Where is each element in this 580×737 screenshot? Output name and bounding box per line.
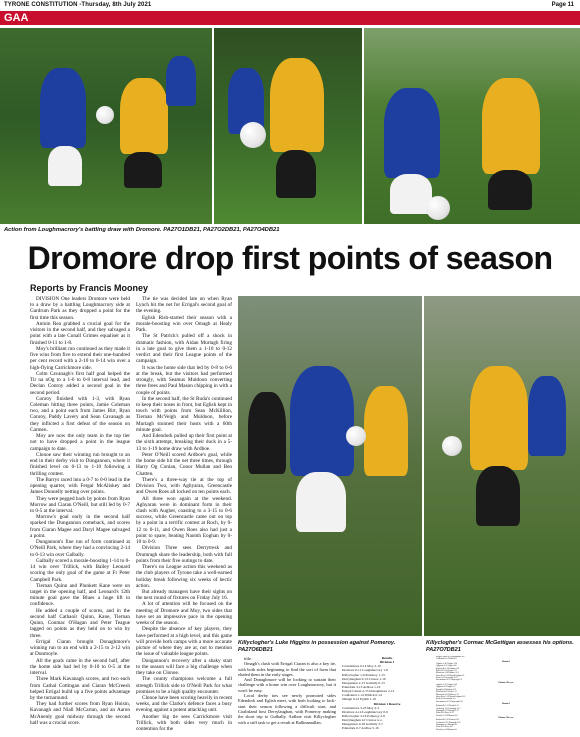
article-paragraph: Peter O'Neill scored Ardboe's goal, while the home side hit the net three times, through Harry Og Conlan, Conor Mullan and Ben Chatten. [136,451,232,477]
masthead: TYRONE CONSTITUTION -Thursday, 8th July 2021 [4,2,152,8]
player-figure [270,58,324,152]
result-line: Rock 0-11 Greencastle 0-12 [436,677,458,680]
result-line: Aghaloo 1-16 Clogher 2-10 [436,663,458,666]
result-line: Aghaloo 2-12 Clogher 0-10 [436,684,458,687]
result-line: Brackaville 1-11 Beragh 2-15 [436,705,459,708]
result-line: Brough 0-14 Strabane 0-9 [436,688,456,691]
result-line: Drumquin 3-11 Brocagh 3-15 [436,709,459,712]
ball-icon [442,436,462,456]
headline: Dromore drop first points of season [27,240,553,276]
result-line: Moortown 0-11 Kildress 1-12 [436,693,459,696]
player-figure [48,146,82,186]
article-paragraph: Clonoe have been scoring heavily in recent weeks, and the Clarke's defence faces a busy evening against a potent attacking unit. [136,695,232,714]
article-paragraph: In the second half, the St Ruda's continued to keep their noses in front, but Eglish kept in touch with points from Sean McKillion, Tiernan McVeigh and Muldoon, before Murtagh stunned their hosts with a 60th minute goal. [136,395,232,433]
result-line: Coalisland 1-14 Trillick 0-14 [342,693,382,698]
article-paragraph: Eglish Rish-started their season with a morale-boosting win over Omagh at Healy Park. [136,314,232,334]
result-line: Eskra 6-20 Urney 0-6 [436,726,453,729]
match-photo-1 [0,28,212,224]
article-paragraph: All the goals came in the second half, after the home side had led by 0-10 to 0-5 at the interval. [30,657,130,677]
player-figure [166,56,196,106]
result-line: Killyclogher 3-16 Pomeroy 2-9 [342,713,385,718]
article-paragraph: Errigal Ciaran brought Donaghmore's winning run to an end with a 2-15 to 2-12 win at Dunmoyle. [30,638,130,658]
article-paragraph: Clonoe saw their winning run brought to an end in their derby visit to Dungannon, where it finished level on 0-13 to 1-10 following a thrilling contest. [30,451,130,477]
result-line: Killeeshil 4-19 Gortin 1-11 [436,691,457,694]
result-line: Stewartstown 0-12 Tattyreagh 1-9 [436,679,462,682]
result-line: Gleneffy 3-15 Killyman 0-8 [436,714,458,717]
section-label: GAA [4,12,29,24]
photo-caption-right: Killyclogher's Cormac McGettigan assesses his options. PA27O7DB21 [426,640,574,653]
result-line: Carrickmore 3-23 Moy 2-3 [342,705,379,710]
page-number: Page 11 [551,2,574,8]
player-figure [248,392,286,474]
top-photo-caption: Action from Loughmacrory's battling draw with Dromore. PA27O1DB21, PA27O2DB21, PA27O4DB21 [4,227,280,233]
article-paragraph: Dungannon's recovery after a shaky start to the season will face a big challenge when they take on Clonoe. [136,657,232,677]
result-line: Rock d-f Greencastle w-o [436,698,456,701]
article-paragraph: DIVISION One leaders Dromore were held to a draw by a battling Loughmacrory side at Gardrum Park as they dropped a point for the first time this season. [30,296,130,321]
player-figure [476,466,520,526]
article-column-2 [136,296,232,732]
byline: Reports by Francis Mooney [30,283,149,293]
result-line: Dungannon 0-18 Galbally 3-7 [342,722,383,727]
match-photo-3 [364,28,580,224]
division-heading: Division 1 [379,660,395,665]
player-figure [290,366,354,476]
result-line: Killeeshil 1-14 Gortin 2-13 [436,670,457,673]
article-paragraph: The tie was decided late on when Ryan Lynch hit the net for Errigal's second goal of the evening. [136,296,232,315]
player-figure [384,88,440,178]
article-paragraph: Moy are now the only team in the top tier not to have dropped a point in the league campaign to date. [30,433,130,452]
player-figure [124,152,162,188]
article-paragraph: And Edendork pulled up their first point at the sixth attempt, breaking their duck in a 5-13 to 1-19 home draw with Ardboe. [136,433,232,452]
result-line: Coolstown 0-12 Drumragh 0-11 [436,721,461,724]
result-line: Derrylaughan d-f Clonoe w-o [342,718,383,723]
article-column-1 [30,296,130,726]
result-line: Edendork 0-7 Ardboe 5-16 [342,726,379,731]
division-heading: Division 2 Reserve [498,681,514,684]
division-heading: Division 3 [501,702,511,705]
article-paragraph: Dungannon's fine run of form continued at O'Neill Park, where they had a convincing 2-14 to 0-13 win over Galbally. [30,539,130,558]
result-line: Aghyaran 3-15 Augher 0-6 [436,665,457,668]
article-paragraph: The Barrys raced into a 0-7 to 0-0 lead in the opening quarter, with Fergal McAliskey and James Donnelly netting over points. [30,476,130,496]
result-line: Gleneffy w-o Killyman d-f [436,728,457,731]
division-heading: Division 1 Reserve [373,701,401,706]
results-heading: Results [381,656,393,660]
photo-caption-left: Killyclogher's Luke Higgins in possession against Pomeroy. PA27O6DB21 [238,640,396,653]
article-paragraph: They were pegged back by points from Ryan Morrow and Ciaran O'Neill, but still led by 0-7 to 0-5 at the interval. [30,495,130,514]
results-column-2 [436,656,576,731]
article-paragraph: Another big tie sees Carrickmore visit Trillick, with both sides very much in contention for the [136,713,232,733]
article-column-3 [238,656,336,725]
result-line: Owen Roes 0-10 Naomh Eoghan 0-9 [436,674,465,677]
player-figure [276,150,316,198]
article-paragraph: Moy's brilliant run continued as they made it five wins from five to extend their one-hundred per cent record with a 2-10 to 0-14 win over a high-flying Carrickmore side. [30,345,130,371]
article-paragraph: Division Three sees Derrytresk and Drumragh share the leadership, both with full points from their five outings to date. [136,545,232,564]
player-figure [120,78,168,154]
article-paragraph: But already managers have their sights on the next round of fixtures on Friday July 16. [136,589,232,602]
ball-icon [346,426,366,446]
player-figure [296,472,346,532]
article-paragraph: Three Mark Kavanagh scores, and two each from Cathal Cottingan and Ciaran McCreesh helped Errigal build up a five points advantage by the turnaround. [30,676,130,701]
article-paragraph: There's a three-way tie at the top of Division Two, with Aghyaran, Greencastle and Owen Roes all locked on ten points each. [136,476,232,496]
article-paragraph: All three won again at the weekend. Aghyaran were in dominant form in their clash with Augher, coasting to a 3-15 to 0-6 success, while Greencastle came out on top by a point in a terrific contest at Roch, by 0-12 to 0-11, and Owen Roes also had just a point to spare, beating Naomh Eoghan by 0-10 to 0-9. [136,495,232,546]
article-paragraph: Antoin Rea grabbed a crucial goal for the visitors in the second half, and they salvaged a point with a late Conall Grimes equaliser as it finished 0-11 to 1-8. [30,320,130,346]
article-paragraph: It was the home side that led by 0-8 to 0-6 at the break, but the visitors had performed strongly, with Seamus Muldoon converting three frees and Paul Mason chipping in with a couple of points. [136,364,232,396]
player-figure [482,78,540,174]
article-paragraph: He added a couple of scores, and in the second half Cathaoir Quinn, Kane, Tiernan Quinn, Conmac O'Hagan and Peter Teague tagged on points as they held on to win by three. [30,607,130,639]
result-line: Dromore 4-14 Loughmacrory 0-9 [342,709,388,714]
article-paragraph: Omagh's clash with Errigal Ciaran is also a key tie, with both sides beginning to find the sort of form that eluded them in the early stages. [238,661,336,677]
result-line: Omagh 0-12 Eglish 1-10 [342,697,376,702]
division-heading: Division 3 Reserve [498,716,514,719]
result-line: Owen Roes 1-10 Naomh Eoghan 6-10 [436,695,466,698]
result-line: Castlederg 1-11 Drumragh 1-13 [436,707,461,710]
article-paragraph: Despite the absence of key players, they have performed at a high level, and this game will provide both camps with a more accurate picture of where they are at, not to mention the issue of valuable league points. [136,626,232,658]
article-paragraph: Local derby ties see newly promoted sides Edendork and Eglish meet, with both looking to kick-start their season following a difficult start, and Coalisland host Derrylaughan, with Pomeroy making the short trip to Gulbally. Ardboe visit Killyclogher with a stiff task to get a result at Ballinamallan. [238,693,336,725]
result-line: Carrickmore 0-14 Moy 2-10 [342,664,381,669]
result-line: Dungannon 2-13 Galbally 0-13 [342,680,385,685]
article-paragraph: The St Patrick's pulled off a shock in dramatic fashion, with Aidan Murtagh firing in a late goal to give them a 1-10 to 0-12 verdict and their first League points of the campaign. [136,333,232,365]
article-paragraph: A lot of attention will be focused on the meeting of Dromore and Moy, two sides that have set an impressive pace in the opening weeks of the season. [136,601,232,627]
article-paragraph: Conroy finished with 1-3, with Ryan Coleman hitting three points, Jamie Coleman two, and a point each from James Birt, Ryan Conroy, Paddy Lavery and Sean Cavanagh as they inflicted a first defeat of the season on Carmen. [30,395,130,433]
result-line: Killyclogher 1-9 Pomeroy 1-15 [342,672,385,677]
result-line: Moortown 1-18 Kildress 3-15 [436,672,459,675]
article-paragraph: Tiernan Quinn and Plunkett Kane were on target in the opening half, and Leonard's 12th minute goal gave the Blues a huge lift in confidence. [30,582,130,608]
ball-icon [96,106,114,124]
player-figure [364,386,408,476]
player-figure [528,376,566,456]
ball-icon [426,196,450,220]
section-bar [0,11,580,25]
player-figure [40,68,86,148]
match-photo-4 [238,296,422,636]
result-line: Brackaville 2-14 Strabane 0-6 [436,667,459,670]
result-line: Eskra 0-16 Urney 0-13 [436,712,454,715]
article-paragraph: Colm Cavanagh's first half goal helped the Tir na nOg to a 1-6 to 0-8 interval lead, and Declan Conroy added a second goal in the second period. [30,370,130,396]
match-photo-2 [214,28,362,224]
article-paragraph: And Donaghmore will be looking to sustain their challenge with a home win over Loughmacrory, but it won't be easy. [238,677,336,693]
result-line: Drumquin w-o Brocagh d-f [436,723,457,726]
article-paragraph: There's no League action this weekend as the club players of Tyrone take a well-earned holiday break following six weeks of hectic action. [136,564,232,589]
result-line: Edendork 3-13 Ardboe 1-19 [342,684,381,689]
result-line: Errigal Ciaran 4-12 Donaghmore 4-6 [436,656,465,658]
ball-icon [240,122,266,148]
division-heading: Division 2 [501,660,511,663]
result-line: Aghyaran 3-6 Augher 1-7 [436,686,456,689]
result-line: Errigal Ciaran 2-15 Donaghmore 2-12 [342,689,395,694]
result-line: Brackaville 3-19 Pomroa 0-12 [436,719,460,722]
player-figure [470,366,528,470]
player-figure [488,170,532,210]
article-paragraph: Morrow's goal early in the second half sparked the Dungannon comeback, and scores from Ciaran Magee and Daryl Magee salvaged a point. [30,514,130,539]
result-line: Dromore 0-11 Loughmacrory 1-8 [342,668,388,673]
result-line: Derrylaughan 0-13 Clonoe 1-10 [342,676,386,681]
result-line: Coalisland w-o Trillick d-f [436,658,457,661]
article-paragraph: They had further scores from Ryan Hoisin, Kavanagh and Niall McCartan, and an Aaron McAnenly goal midway through the second half was a crucial score. [30,701,130,726]
article-paragraph: title. [244,656,252,661]
results-column-1 [342,656,432,731]
match-photo-5 [424,296,580,636]
article-paragraph: Galbally scored a morale-boosting 1-14 to 0-14 win over Trillick, with Bailey Leonard scoring the only goal of the game at Fr Peter Campbell Park. [30,557,130,583]
article-paragraph: The county champions welcome a full strength Trillick side to O'Neill Park for what promises to be a high quality encounter. [136,676,232,695]
result-line: Stewartstown 0-13 Tattyreagh 0-12 [436,700,463,703]
